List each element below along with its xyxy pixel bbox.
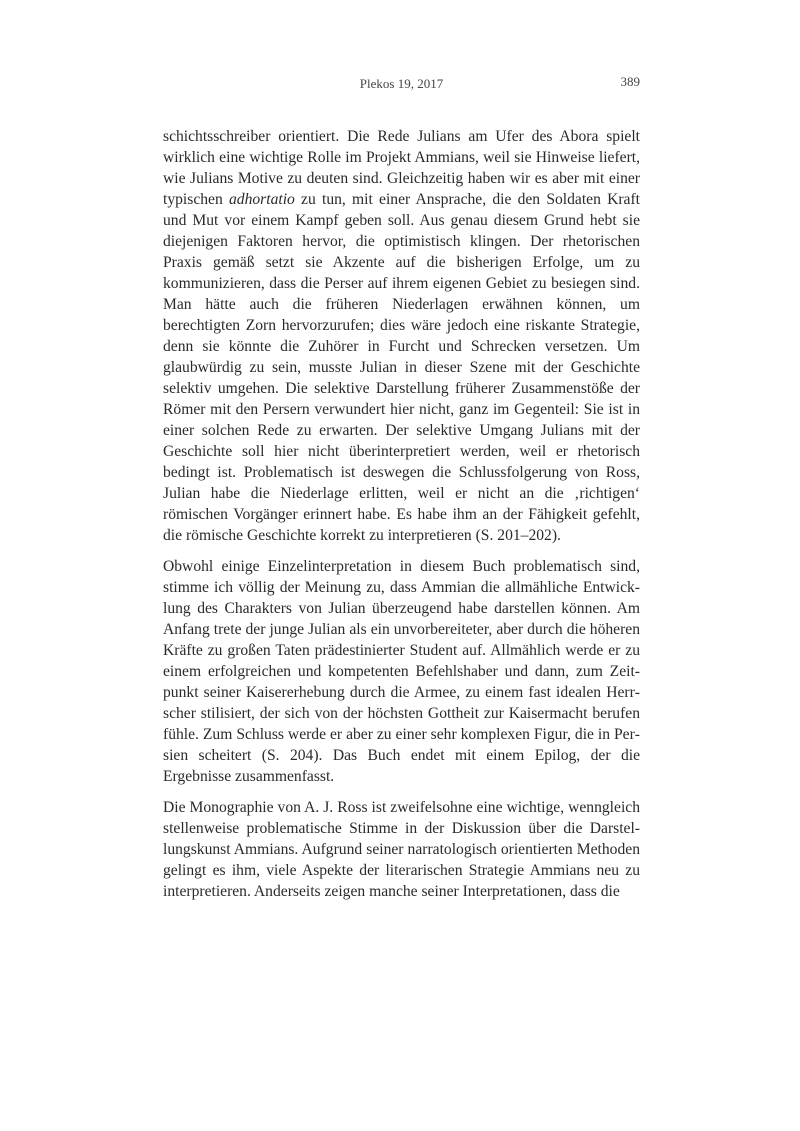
paragraph-1-text-b: zu tun, mit einer Ansprache, die den Soldaten Kraft und Mut vor einem Kampf geben soll. Aus genau diesem Grund hebt sie diejenigen Faktoren hervor, die optimistisch klingen. Der rhetorischen Praxis gemäß setzt sie Akzente auf die bisherigen Erfolge, um zu kommunizieren, dass die Perser auf ihrem eigenen Gebiet zu besiegen sind. Man hätte auch die früheren Niederlagen erwähnen können, um berechtigten Zorn hervorzurufen; dies wäre jedoch eine riskante Strategie, denn sie könnte die Zuhörer in Furcht und Schrecken versetzen. Um glaubwürdig zu sein, musste Julian in dieser Szene mit der Geschichte selektiv umgehen. Die selektive Darstellung früherer Zusammenstöße der Römer mit den Persern verwundert hier nicht, ganz im Gegenteil: Sie ist in einer solchen Rede zu erwarten. Der selektive Umgang Julians mit der Geschichte soll hier nicht überinterpretiert werden, weil er rhetorisch bedingt ist. Problematisch ist deswegen die Schlussfolgerung von Ross, Julian habe die Niederlage erlitten, weil er nicht an die ‚richtigen‘ römischen Vorgänger erinnert habe. Es habe ihm an der Fähigkeit gefehlt, die römische Geschichte korrekt zu interpretieren (S. 201–202). [163, 191, 640, 544]
paragraph-2: Obwohl einige Einzelinterpretation in diesem Buch problematisch sind, stimme ich völlig der Meinung zu, dass Ammian die allmähliche Entwicklung des Charakters von Julian überzeugend habe darstellen können. Am Anfang trete der junge Julian als ein unvorbereiteter, aber durch die höheren Kräfte zu großen Taten prädestinierter Student auf. Allmählich werde er zu einem erfolgreichen und kompetenten Befehlshaber und dann, zum Zeitpunkt seiner Kaisererhebung durch die Armee, zu einem fast idealen Herrscher stilisiert, der sich von der höchsten Gottheit zur Kaisermacht berufen fühle. Zum Schluss werde er aber zu einer sehr komplexen Figur, die in Persien scheitert (S. 204). Das Buch endet mit einem Epilog, der die Ergebnisse zusammenfasst. [163, 558, 640, 785]
paragraph-1-text-a: schichtsschreiber orientiert. Die Rede Julians am Ufer des Abora spielt wirklich eine wichtige Rolle im Projekt Ammians, weil sie Hinweise liefert, wie Julians Motive zu deuten sind. Gleichzeitig haben wir es aber mit einer typischen [163, 128, 640, 208]
journal-citation: Plekos 19, 2017 [359, 76, 444, 91]
body-text [163, 126, 640, 912]
latin-term-adhortatio: adhortatio [228, 191, 295, 208]
paragraph-1 [163, 126, 640, 546]
paragraph-3: Die Monographie von A. J. Ross ist zweifelsohne eine wichtige, wenngleich stellenweise problematische Stimme in der Diskussion über die Darstellungskunst Ammians. Aufgrund seiner narratologisch orientierten Methoden gelingt es ihm, viele Aspekte der literarischen Strategie Ammians neu zu interpretieren. Anderseits zeigen manche seiner Interpretationen, dass die [163, 799, 640, 900]
page-number: 389 [620, 74, 640, 89]
running-header [163, 74, 640, 94]
